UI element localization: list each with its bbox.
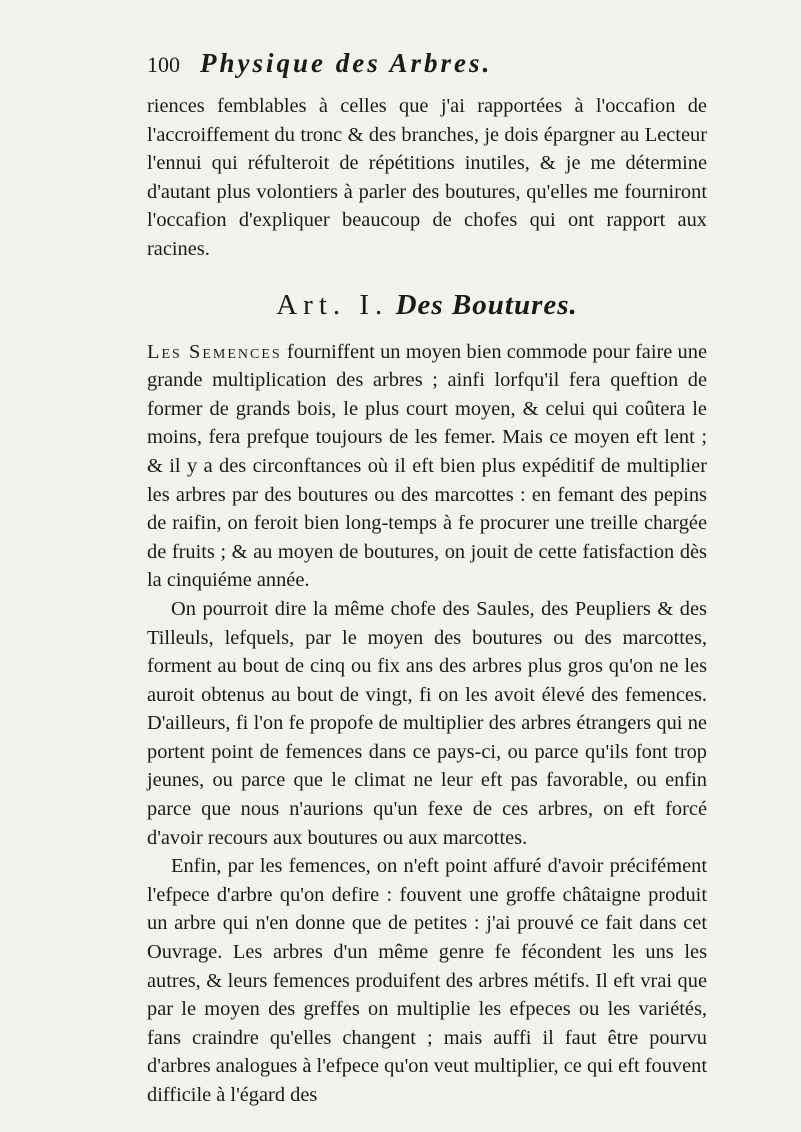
article-number: Art. I.	[276, 288, 389, 321]
paragraph-continuation: riences femblables à celles que j'ai rapportées à l'occafion de l'accroiffement du tronc & des branches, je dois épargner au Lecteur l'ennui qui réfulteroit de répétitions inutiles, & je me détermine d'autant plus volontiers à parler des boutures, qu'elles me fourniront l'occafion d'expliquer beaucoup de chofes qui ont rapport aux racines.	[147, 95, 707, 260]
page-number: 100	[147, 52, 180, 77]
paragraph-saules: On pourroit dire la même chofe des Saules, des Peupliers & des Tilleuls, lefquels, par le moyen des boutures ou des marcottes, forment au bout de cinq ou fix ans des arbres plus gros qu'on ne les auroit obtenus au bout de vingt, fi on les avoit élevé des femences. D'ailleurs, fi l'on fe propofe de multiplier des arbres étrangers qui ne portent point de femences dans ce pays-ci, ou parce qu'ils font trop jeunes, ou parce que le climat ne leur eft pas favorable, ou enfin parce que nous n'aurions qu'un fexe de ces arbres, on eft forcé d'avoir recours aux boutures ou aux marcottes.	[147, 597, 707, 849]
text-block	[147, 92, 707, 1110]
section-heading	[147, 288, 707, 322]
paragraph-enfin: Enfin, par les femences, on n'eft point affuré d'avoir précifément l'efpece d'arbre qu'on defire : fouvent une groffe châtaigne produit un arbre qui n'en donne que de petites : j'ai prouvé ce fait dans cet Ouvrage. Les arbres d'un même genre fe fécondent les uns les autres, & leurs femences produifent des arbres métifs. Il eft vrai que par le moyen des greffes on multiplie les efpeces ou les variétés, fans craindre qu'elles changent ; mais auffi il faut être pourvu d'arbres analogues à l'efpece qu'on veut multiplier, ce qui eft fouvent difficile à l'égard des	[147, 855, 707, 1106]
section-title: Des Boutures.	[395, 288, 578, 321]
running-head	[147, 48, 707, 88]
paragraph-body: fourniffent un moyen bien commode pour faire une grande multiplication des arbres ; ainfi lorfqu'il fera queftion de former de grands bois, le plus court moyen, & celui qui coûtera le moins, fera prefque toujours de les femer. Mais ce moyen eft lent ; & il y a des circonftances où il eft bien plus expéditif de multiplier les arbres par des boutures ou des marcottes : en femant des pepins de raifin, on feroit bien long-temps à fe procurer une treille chargée de fruits ; & au moyen de boutures, on jouit de cette fatisfaction dès la cinquiéme année.	[147, 340, 707, 592]
paragraph-semences	[147, 338, 707, 595]
paragraph-lead-words: Les Semences	[147, 340, 282, 363]
running-title: Physique des Arbres.	[200, 48, 493, 78]
